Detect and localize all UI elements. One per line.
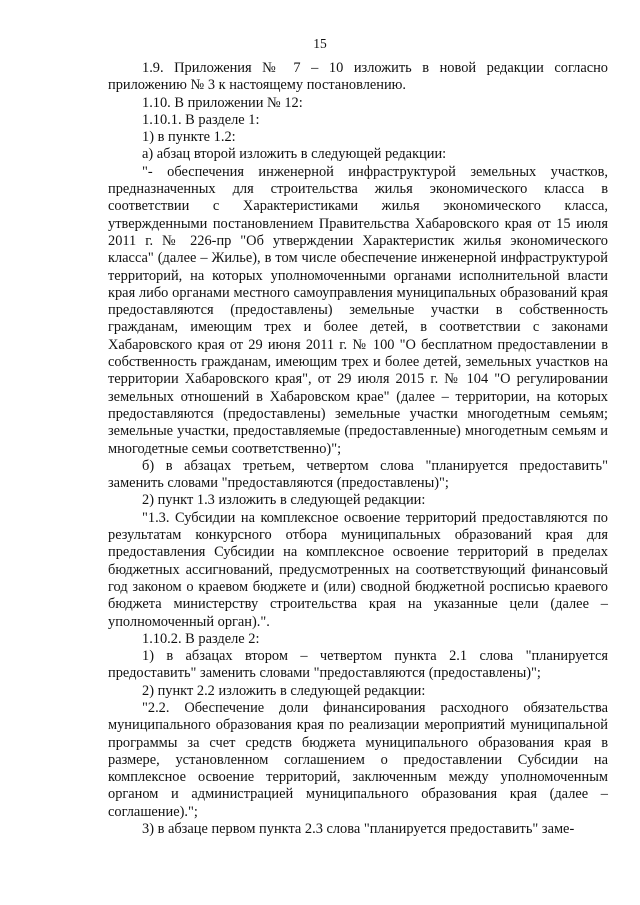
paragraph: 3) в абзаце первом пункта 2.3 слова "планируется предоставить" заме- xyxy=(142,821,575,838)
paragraph: 1.10.1. В разделе 1: xyxy=(142,111,260,128)
page-number: 15 xyxy=(313,36,327,51)
paragraph: б) в абзацах третьем, четвертом слова "планируется предоставить" заменить словами "предоставляются (предоставлены)"; xyxy=(108,457,608,492)
paragraph: 2) пункт 1.3 изложить в следующей редакции: xyxy=(142,492,426,509)
paragraph: а) абзац второй изложить в следующей редакции: xyxy=(142,146,447,163)
paragraph: 1.9. Приложения № 7 – 10 изложить в новой редакции согласно приложению № 3 к настоящему постановлению. xyxy=(108,60,608,94)
paragraph: "2.2. Обеспечение доли финансирования расходного обязательства муниципального образования края по реализации мероприятий муниципальной программы за счет средств бюджета муниципального образования края в размере, установленном соглашением о предоставлении Субсидии на комплексное освоение территорий, заключенным между уполномоченным органом и администрацией муниципального образования края (далее – соглашение)."; xyxy=(108,699,608,820)
document-body xyxy=(108,60,608,838)
paragraph: 1.10.2. В разделе 2: xyxy=(142,630,260,647)
paragraph: "1.3. Субсидии на комплексное освоение территорий предоставляются по результатам конкурсного отбора муниципальных образований края для предоставления Субсидии на комплексное освоение территорий в пределах бюджетных ассигнований, предусмотренных на соответствующий финансовый год законом о краевом бюджете и (или) сводной бюджетной росписью краевого бюджета министерству строительства края на указанные цели (далее – уполномоченный орган).". xyxy=(108,509,608,630)
paragraph: 1) в абзацах втором – четвертом пункта 2.1 слова "планируется предоставить" заменить словами "предоставляются (предоставлены)"; xyxy=(108,648,608,682)
paragraph: 1.10. В приложении № 12: xyxy=(142,94,303,111)
paragraph: 2) пункт 2.2 изложить в следующей редакции: xyxy=(142,682,426,699)
paragraph: "- обеспечения инженерной инфраструктурой земельных участков, предназначенных для строительства жилья экономического класса в соответствии с Характеристиками жилья экономического класса, утвержденными постановлением Правительства Хабаровского края от 15 июля 2011 г. № 226-пр "Об утверждении Характеристик жилья экономического класса" (далее – Жилье), в том числе обеспечение инженерной инфраструктурой территорий, на которых уполномоченными органами исполнительной власти края либо органами местного самоуправления муниципальных образований края предоставляются (предоставлены) земельные участки в собственность гражданам, имеющим трех и более детей, в соответствии с законами Хабаровского края от 29 июня 2011 г. № 100 "О бесплатном предоставлении в собственность гражданам, имеющим трех и более детей, земельных участков на территории Хабаровского края", от 29 июля 2015 г. № 104 "О регулировании земельных отношений в Хабаровском крае" (далее – территории, на которых предоставляются (предоставлены) земельные участки многодетным семьям; земельные участки, предоставляемые (предоставленные) многодетным семьям и многодетные семьи соответственно)"; xyxy=(108,163,608,457)
paragraph: 1) в пункте 1.2: xyxy=(142,129,236,146)
